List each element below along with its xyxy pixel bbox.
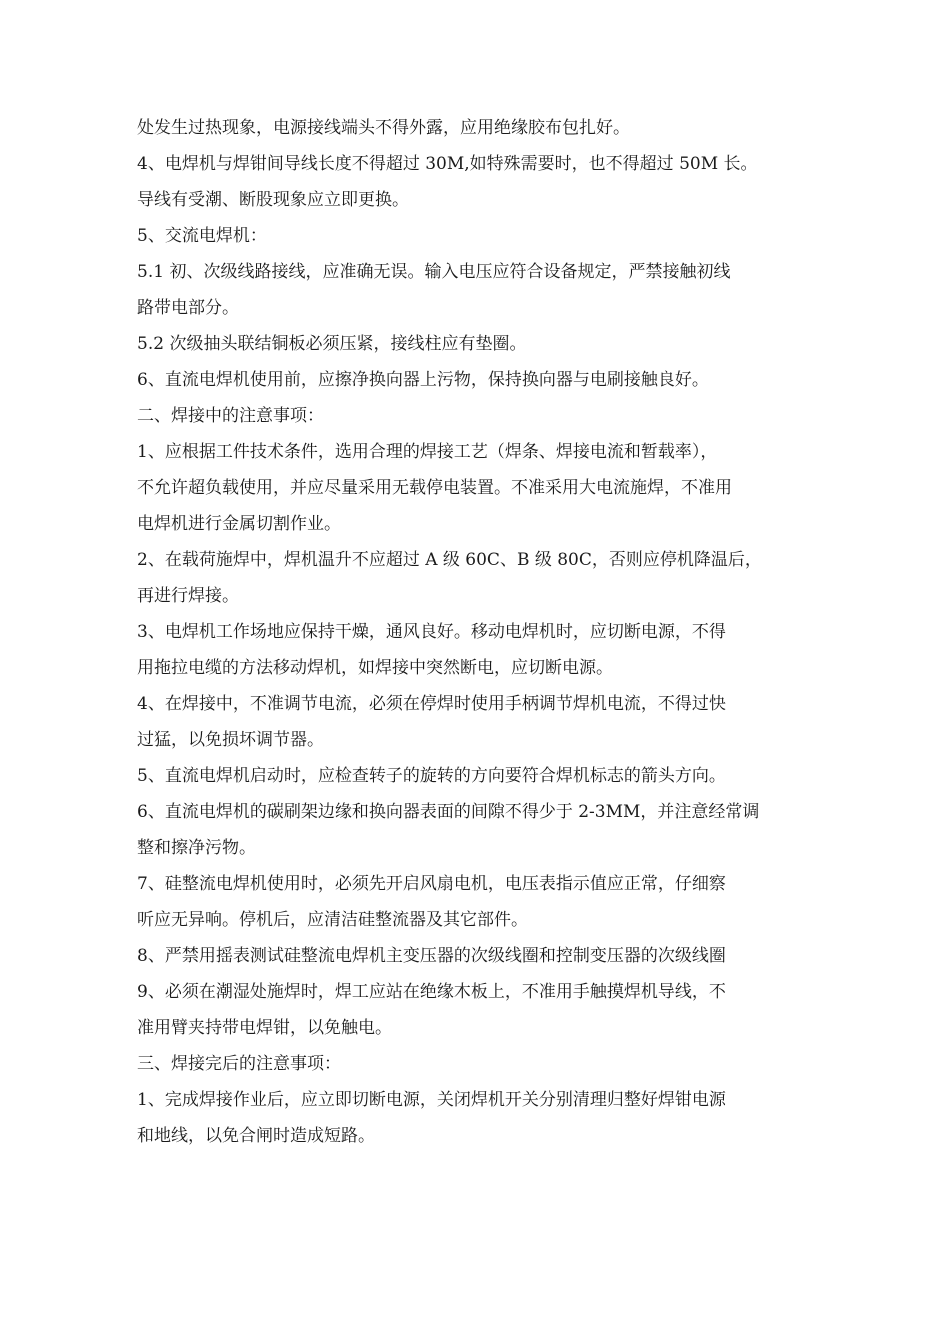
text-line: 1、完成焊接作业后，应立即切断电源，关闭焊机开关分别清理归整好焊钳电源: [137, 1090, 726, 1110]
section-heading: 三、焊接完后的注意事项：: [137, 1054, 341, 1074]
text-line: 5、直流电焊机启动时，应检查转子的旋转的方向要符合焊机标志的箭头方向。: [137, 766, 726, 786]
text-line: 整和擦净污物。: [137, 838, 256, 858]
text-line: 路带电部分。: [137, 298, 239, 318]
text-line: 准用臂夹持带电焊钳，以免触电。: [137, 1018, 392, 1038]
section-heading: 二、焊接中的注意事项：: [137, 406, 324, 426]
text-line: 导线有受潮、断股现象应立即更换。: [137, 190, 409, 210]
text-line: 7、硅整流电焊机使用时，必须先开启风扇电机，电压表指示值应正常，仔细察: [137, 874, 726, 894]
document-body: [137, 110, 817, 1154]
text-line: 2、在载荷施焊中，焊机温升不应超过 A 级 60C、B 级 80C，否则应停机降温后，: [137, 550, 762, 570]
text-line: 8、严禁用摇表测试硅整流电焊机主变压器的次级线圈和控制变压器的次级线圈: [137, 946, 726, 966]
text-line: 处发生过热现象，电源接线端头不得外露，应用绝缘胶布包扎好。: [137, 118, 630, 138]
text-line: 1、应根据工件技术条件，选用合理的焊接工艺（焊条、焊接电流和暂载率），: [137, 442, 718, 462]
text-line: 5.2 次级抽头联结铜板必须压紧，接线柱应有垫圈。: [137, 334, 527, 354]
text-line: 6、直流电焊机的碳刷架边缘和换向器表面的间隙不得少于 2-3MM，并注意经常调: [137, 802, 760, 822]
text-line: 不允许超负载使用，并应尽量采用无载停电装置。不准采用大电流施焊，不准用: [137, 478, 732, 498]
text-line: 9、必须在潮湿处施焊时，焊工应站在绝缘木板上，不准用手触摸焊机导线，不: [137, 982, 726, 1002]
text-line: 过猛，以免损坏调节器。: [137, 730, 324, 750]
text-line: 5.1 初、次级线路接线，应准确无误。输入电压应符合设备规定，严禁接触初线: [137, 262, 731, 282]
section-subheading: 5、交流电焊机：: [137, 226, 267, 246]
text-line: 用拖拉电缆的方法移动焊机，如焊接中突然断电，应切断电源。: [137, 658, 613, 678]
text-line: 听应无异响。停机后，应清洁硅整流器及其它部件。: [137, 910, 528, 930]
text-line: 电焊机进行金属切割作业。: [137, 514, 341, 534]
text-line: 4、在焊接中，不准调节电流，必须在停焊时使用手柄调节焊机电流，不得过快: [137, 694, 726, 714]
text-line: 6、直流电焊机使用前，应擦净换向器上污物，保持换向器与电刷接触良好。: [137, 370, 709, 390]
text-line: 3、电焊机工作场地应保持干燥，通风良好。移动电焊机时，应切断电源，不得: [137, 622, 726, 642]
text-line: 4、电焊机与焊钳间导线长度不得超过 30M,如特殊需要时，也不得超过 50M 长。: [137, 154, 758, 174]
text-line: 再进行焊接。: [137, 586, 239, 606]
text-line: 和地线，以免合闸时造成短路。: [137, 1126, 375, 1146]
